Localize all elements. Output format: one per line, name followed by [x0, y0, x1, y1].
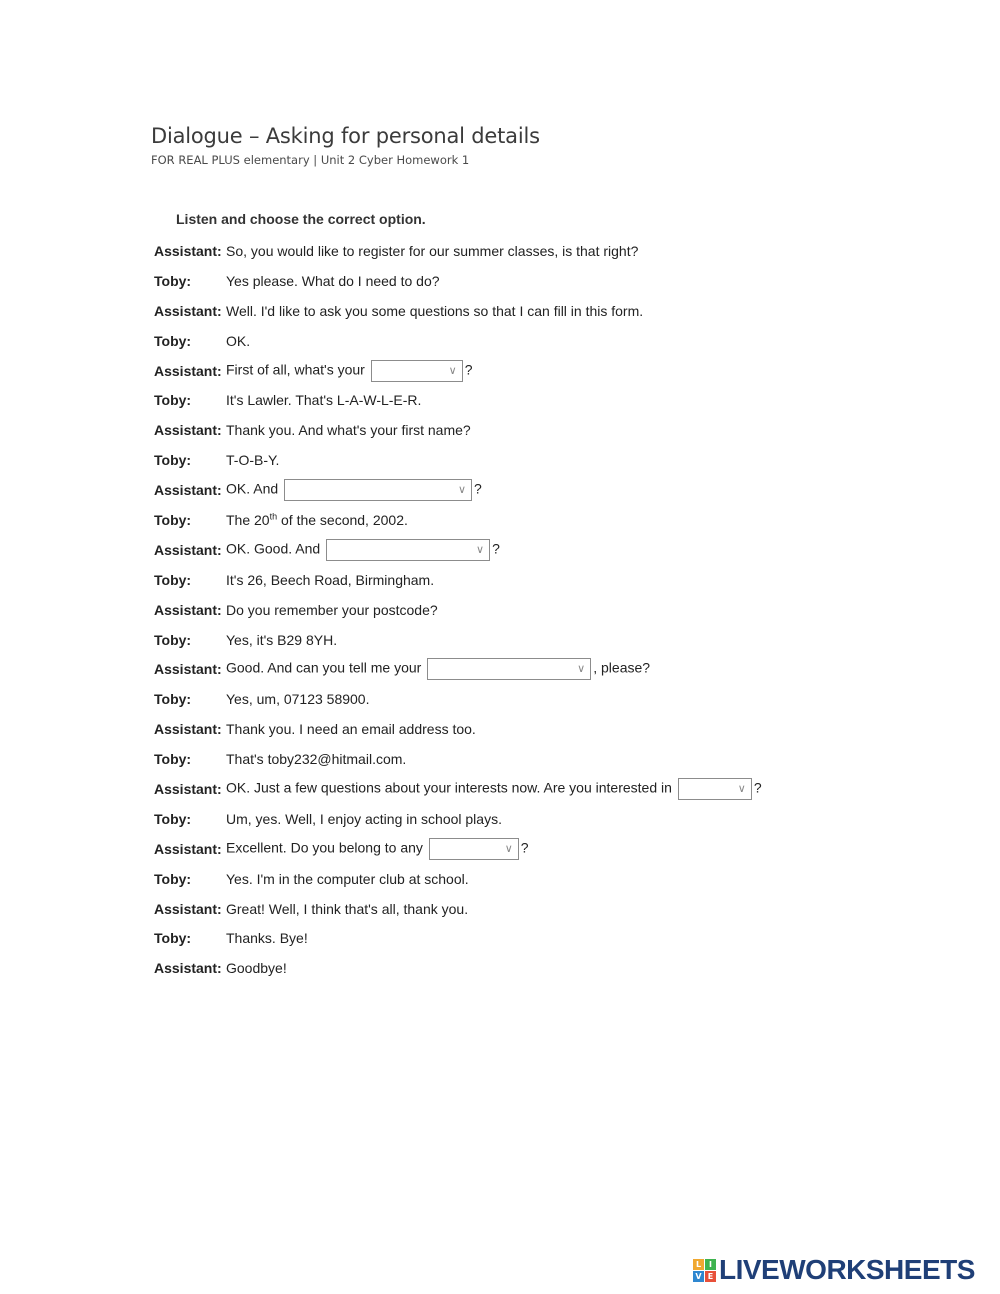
- dialogue-line: [154, 804, 954, 834]
- line-text: [226, 721, 476, 737]
- line-text: [226, 243, 638, 259]
- line-text: [226, 273, 440, 289]
- logo-mark-tile: V: [693, 1271, 704, 1282]
- text-fragment: of the second, 2002.: [277, 511, 408, 528]
- speaker-label: Toby:: [154, 511, 192, 528]
- text-fragment: It's Lawler. That's L-A-W-L-E-R.: [226, 392, 422, 409]
- dialogue-line: [154, 744, 954, 774]
- speaker-label: Toby:: [154, 691, 192, 708]
- text-fragment: ?: [753, 779, 762, 796]
- dialogue-line: [154, 475, 954, 505]
- dialogue-line: [154, 923, 954, 953]
- text-fragment: T-O-B-Y.: [226, 452, 280, 469]
- page-title: Dialogue – Asking for personal details: [151, 124, 540, 148]
- line-text: [226, 539, 500, 561]
- answer-dropdown-2[interactable]: [284, 479, 472, 501]
- dialogue-line: [154, 505, 954, 535]
- speaker-label: Toby:: [154, 452, 192, 469]
- speaker-label: Assistant:: [154, 840, 222, 857]
- dialogue: [154, 236, 954, 983]
- speaker-label: Assistant:: [154, 780, 222, 797]
- chevron-down-icon: ∨: [448, 363, 457, 377]
- text-fragment: Thanks. Bye!: [226, 930, 308, 947]
- text-fragment: It's 26, Beech Road, Birmingham.: [226, 571, 435, 588]
- speaker-label: Assistant:: [154, 482, 222, 499]
- line-text: [226, 811, 502, 827]
- line-text: [226, 632, 337, 648]
- speaker-label: Assistant:: [154, 302, 222, 319]
- text-fragment: First of all, what's your: [226, 361, 369, 378]
- line-text: [226, 479, 482, 501]
- line-text: [226, 452, 279, 468]
- text-fragment: Great! Well, I think that's all, thank you.: [226, 900, 469, 917]
- speaker-label: Toby:: [154, 571, 192, 588]
- text-fragment: Well. I'd like to ask you some questions so that I can fill in this form.: [226, 302, 644, 319]
- line-text: [226, 838, 529, 860]
- text-fragment: Excellent. Do you belong to any: [226, 839, 427, 856]
- superscript: th: [269, 511, 278, 522]
- text-fragment: The 20: [226, 511, 270, 528]
- dialogue-line: [154, 385, 954, 415]
- chevron-down-icon: ∨: [457, 483, 467, 497]
- text-fragment: Thank you. And what's your first name?: [226, 422, 471, 439]
- answer-dropdown-5[interactable]: [678, 778, 752, 800]
- speaker-label: Assistant:: [154, 541, 222, 558]
- dialogue-line: [154, 296, 954, 326]
- dialogue-line: [154, 625, 954, 655]
- text-fragment: , please?: [593, 660, 651, 677]
- text-fragment: That's toby232@hitmail.com.: [226, 751, 407, 768]
- instruction: Listen and choose the correct option.: [176, 211, 426, 227]
- text-fragment: Yes, um, 07123 58900.: [226, 691, 370, 708]
- dialogue-line: [154, 356, 954, 386]
- answer-dropdown-6[interactable]: [429, 838, 519, 860]
- speaker-label: Assistant:: [154, 422, 222, 439]
- text-fragment: Thank you. I need an email address too.: [226, 721, 476, 738]
- text-fragment: ?: [474, 480, 482, 497]
- line-text: [226, 751, 406, 767]
- dialogue-line: [154, 266, 954, 296]
- text-fragment: OK. Just a few questions about your interests now. Are you interested in: [226, 779, 676, 796]
- speaker-label: Assistant:: [154, 362, 222, 379]
- page-subtitle: FOR REAL PLUS elementary | Unit 2 Cyber Homework 1: [151, 153, 470, 167]
- text-fragment: OK.: [226, 332, 251, 349]
- speaker-label: Assistant:: [154, 721, 222, 738]
- speaker-label: Toby:: [154, 631, 192, 648]
- speaker-label: Toby:: [154, 930, 192, 947]
- logo-mark-tile: L: [693, 1259, 704, 1270]
- speaker-label: Assistant:: [154, 601, 222, 618]
- line-text: [226, 960, 287, 976]
- text-fragment: Yes. I'm in the computer club at school.: [226, 870, 469, 887]
- logo-mark-icon: [693, 1259, 716, 1282]
- answer-dropdown-1[interactable]: [371, 360, 463, 382]
- speaker-label: Assistant:: [154, 900, 222, 917]
- chevron-down-icon: ∨: [577, 662, 586, 676]
- line-text: [226, 392, 421, 408]
- speaker-label: Toby:: [154, 392, 192, 409]
- dialogue-line: [154, 565, 954, 595]
- line-text: [226, 658, 650, 680]
- logo-mark-tile: I: [705, 1259, 716, 1270]
- dialogue-line: [154, 953, 954, 983]
- liveworksheets-logo: [693, 1254, 975, 1286]
- speaker-label: Toby:: [154, 272, 192, 289]
- dialogue-line: [154, 535, 954, 565]
- line-text: [226, 901, 468, 917]
- speaker-label: Toby:: [154, 870, 192, 887]
- text-fragment: Yes, it's B29 8YH.: [226, 631, 338, 648]
- dialogue-line: [154, 326, 954, 356]
- text-fragment: ?: [520, 839, 529, 856]
- line-text: [226, 360, 473, 382]
- dialogue-line: [154, 774, 954, 804]
- line-text: [226, 930, 308, 946]
- text-fragment: Good. And can you tell me your: [226, 660, 426, 677]
- line-text: [226, 572, 434, 588]
- speaker-label: Assistant:: [154, 242, 222, 259]
- line-text: [226, 691, 370, 707]
- dialogue-line: [154, 445, 954, 475]
- text-fragment: Yes please. What do I need to do?: [226, 272, 440, 289]
- line-text: [226, 778, 762, 800]
- dialogue-line: [154, 894, 954, 924]
- chevron-down-icon: ∨: [737, 781, 746, 795]
- dialogue-line: [154, 834, 954, 864]
- line-text: [226, 422, 471, 438]
- text-fragment: ?: [492, 540, 500, 557]
- dialogue-line: [154, 654, 954, 684]
- text-fragment: ?: [464, 361, 473, 378]
- logo-text: LIVEWORKSHEETS: [719, 1254, 975, 1285]
- text-fragment: So, you would like to register for our summer classes, is that right?: [226, 242, 639, 259]
- speaker-label: Toby:: [154, 810, 192, 827]
- speaker-label: Assistant:: [154, 960, 222, 977]
- dialogue-line: [154, 415, 954, 445]
- answer-dropdown-3[interactable]: [326, 539, 490, 561]
- logo-mark-tile: E: [705, 1271, 716, 1282]
- answer-dropdown-4[interactable]: [427, 658, 591, 680]
- dialogue-line: [154, 595, 954, 625]
- text-fragment: Do you remember your postcode?: [226, 601, 438, 618]
- dialogue-line: [154, 714, 954, 744]
- line-text: [226, 602, 438, 618]
- chevron-down-icon: ∨: [504, 841, 513, 855]
- text-fragment: Um, yes. Well, I enjoy acting in school plays.: [226, 810, 502, 827]
- speaker-label: Toby:: [154, 751, 192, 768]
- text-fragment: OK. And: [226, 480, 283, 497]
- line-text: [226, 303, 643, 319]
- line-text: [226, 871, 469, 887]
- dialogue-line: [154, 864, 954, 894]
- speaker-label: Assistant:: [154, 661, 222, 678]
- chevron-down-icon: ∨: [476, 542, 485, 556]
- line-text: [226, 333, 250, 349]
- speaker-label: Toby:: [154, 332, 192, 349]
- text-fragment: Goodbye!: [226, 960, 287, 977]
- line-text: [226, 512, 408, 528]
- text-fragment: OK. Good. And: [226, 540, 325, 557]
- dialogue-line: [154, 236, 954, 266]
- dialogue-line: [154, 684, 954, 714]
